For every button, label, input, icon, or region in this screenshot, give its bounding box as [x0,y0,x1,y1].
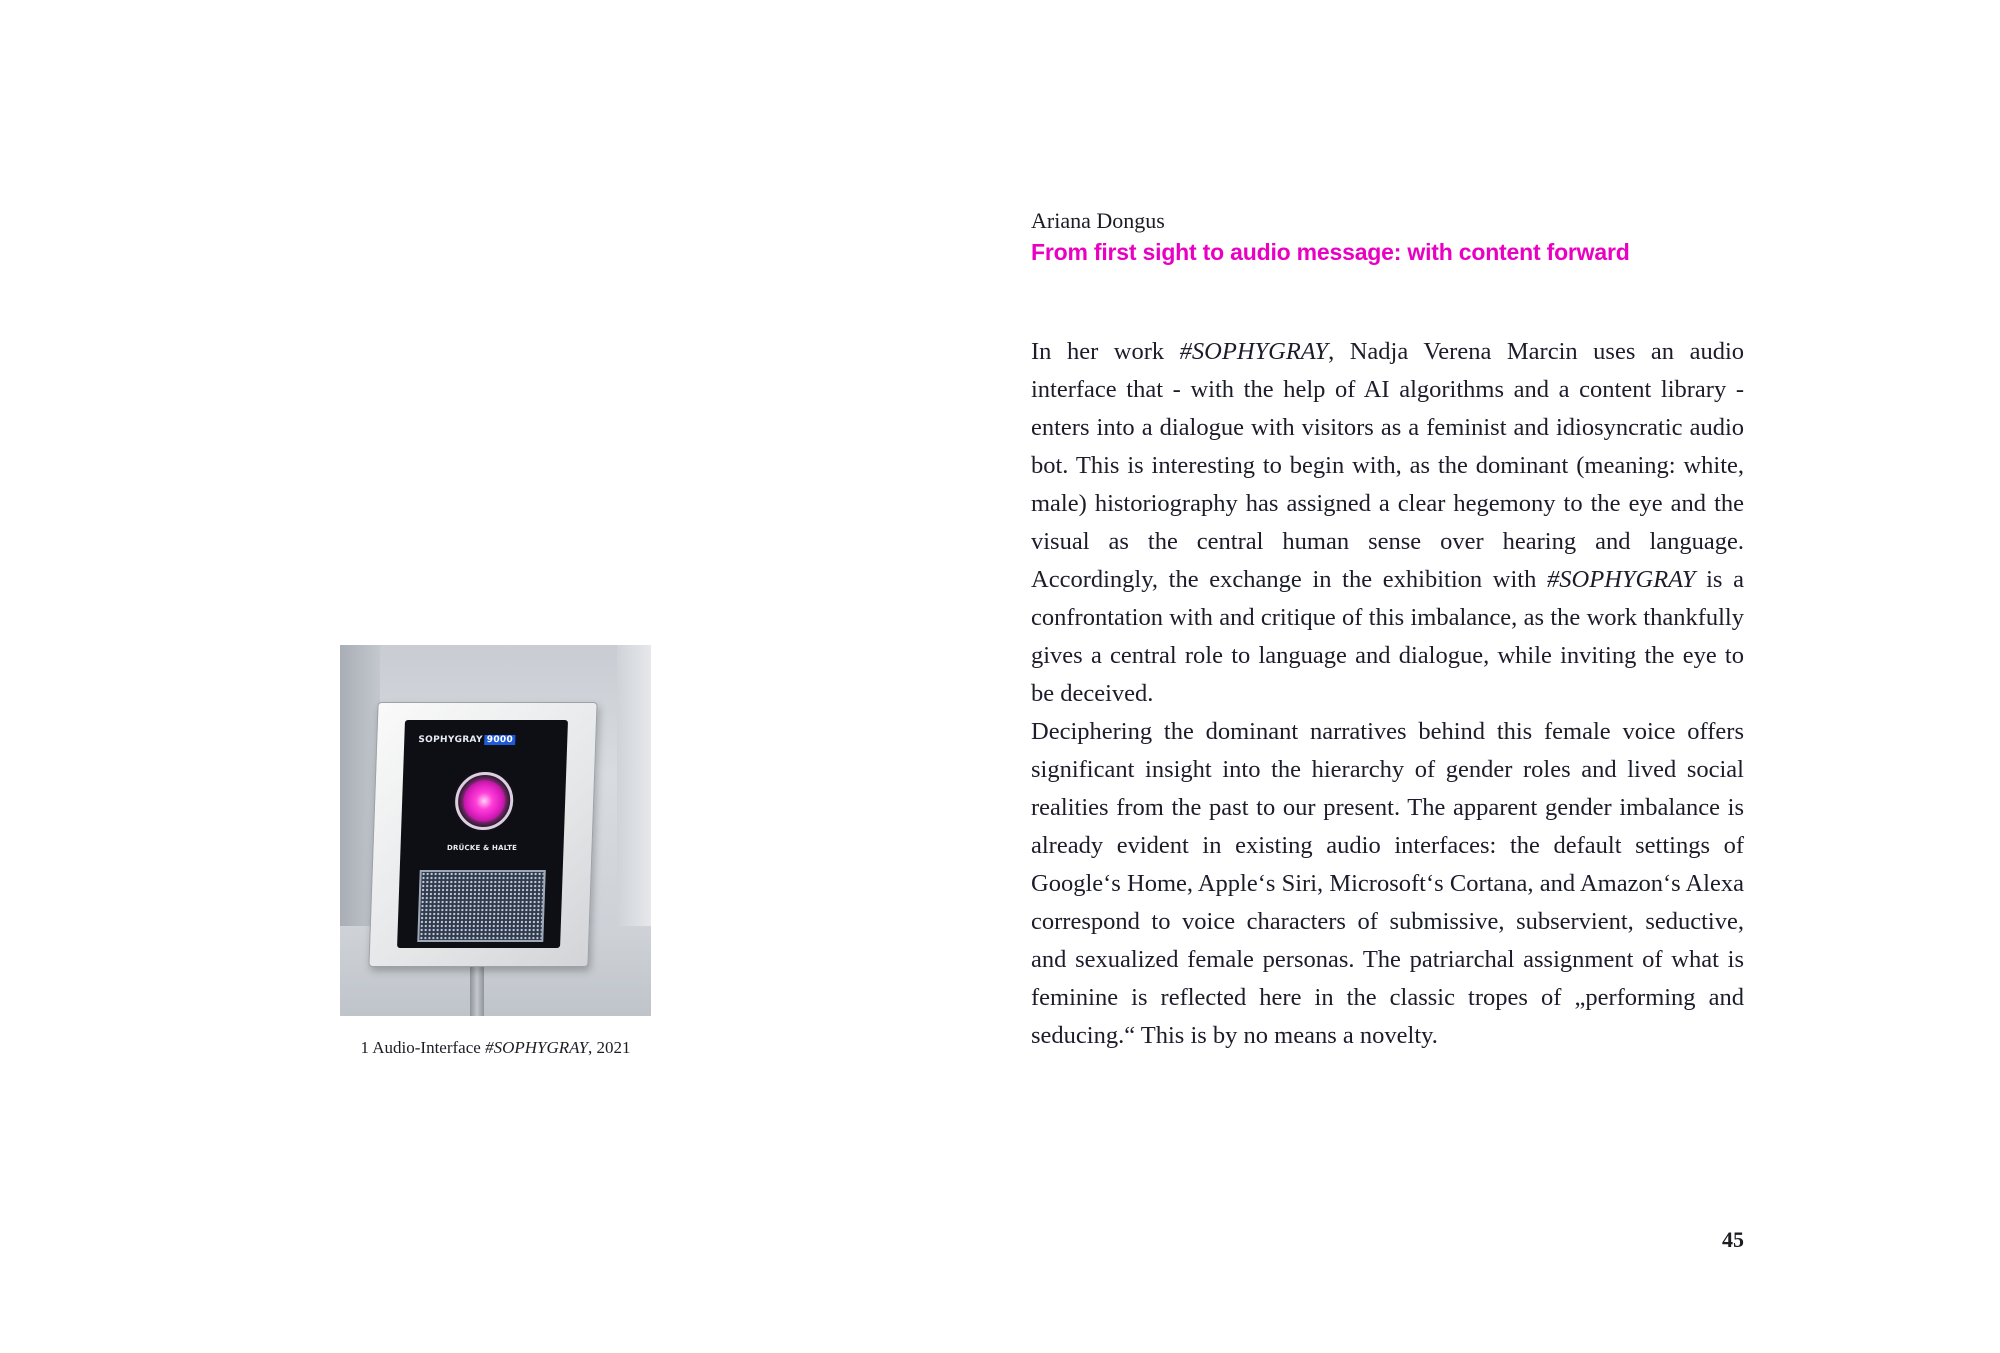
caption-suffix: , 2021 [588,1038,631,1057]
p1-work-title-2: #SOPHYGRAY [1547,566,1696,593]
kiosk-brand-badge: 9000 [486,735,514,745]
p1-part-c: , Nadja Verena Marcin uses an audio interface that - with the help of AI algorithms and a content library - enters into a dialogue with visitors as a feminist and idiosyncratic audio bot. This is interesting to begin with, as the dominant (meaning: white, male) historiography has assigned a clear hegemony to the eye and the visual as the central human sense over hearing and language. Accordingly, the exchange in the exhibition with [1031,338,1744,593]
figure-photo [340,645,651,1016]
caption-prefix: 1 Audio-Interface [360,1038,486,1057]
kiosk-screen [397,720,568,948]
paragraph-2: Deciphering the dominant narratives behind this female voice offers significant insight into the hierarchy of gender roles and lived social realities from the past to our present. The apparent gender imbalance is already evident in existing audio interfaces: the default settings of Google‘s Home, Apple‘s Siri, Microsoft‘s Cortana, and Amazon‘s Alexa correspond to voice characters of submissive, subservient, seductive, and sexualized female personas. The patriarchal assignment of what is feminine is reflected here in the classic tropes of „performing and seducing.“ This is by no means a novelty. [1031,718,1744,1049]
paragraph-1 [1031,333,1744,713]
kiosk-pink-orb-icon [462,780,505,822]
kiosk-orb-ring [454,772,514,830]
audio-interface-kiosk [368,702,597,967]
caption-title: #SOPHYGRAY [485,1038,589,1057]
kiosk-press-label: DRÜCKE & HALTE [446,844,518,852]
p1-part-e: is a confrontation with and critique of this imbalance, as the work thankfully gives a central role to language and dialogue, while inviting the eye to be deceived. [1031,566,1745,707]
page-number: 45 [1722,1227,1744,1252]
article-body [1031,333,1744,1055]
author-name: Ariana Dongus [1031,208,1165,233]
figure-caption [340,1038,651,1058]
kiosk-brand-label [418,735,515,745]
article-subtitle: From first sight to audio message: with content forward [1031,239,1630,265]
kiosk-brand-text: SOPHYGRAY [418,735,483,745]
p1-part-a: In her work [1031,338,1180,365]
p1-work-title: #SOPHYGRAY [1179,338,1329,365]
kiosk-speaker-grille [417,870,546,942]
